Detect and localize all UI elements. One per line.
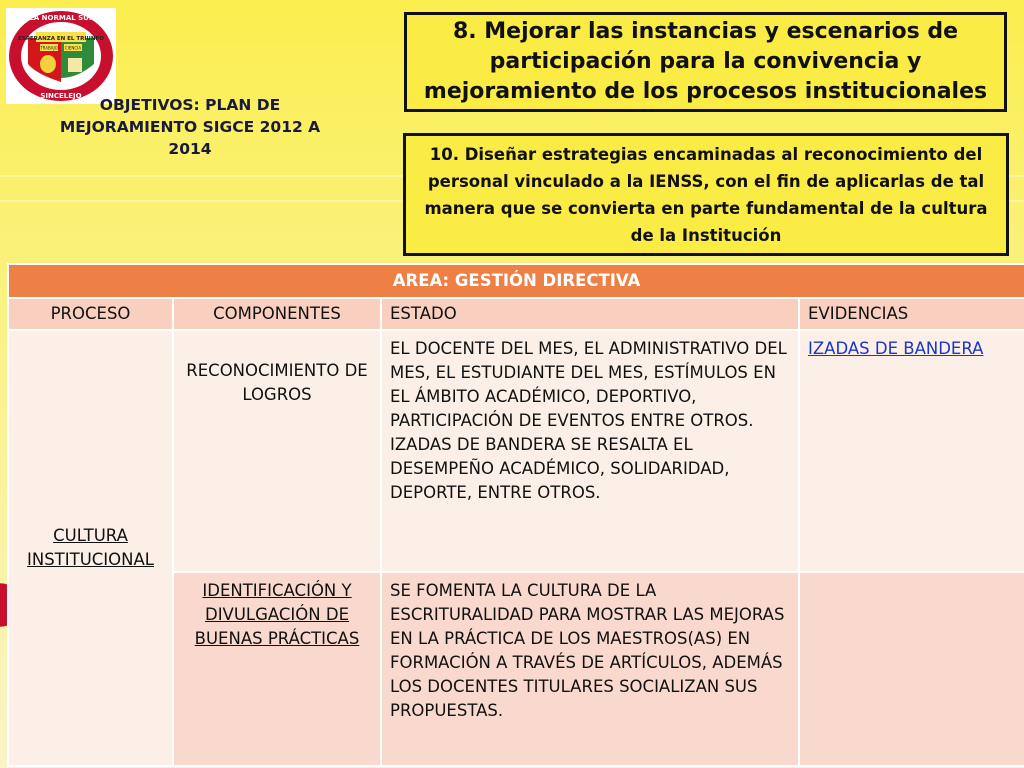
- componente-cell: [173, 572, 381, 766]
- componente-text: RECONOCIMIENTO DE LOGROS: [186, 361, 368, 404]
- objective-8-box: [404, 12, 1007, 112]
- col-header-componentes: COMPONENTES: [173, 298, 381, 330]
- componente-link[interactable]: IDENTIFICACIÓN Y DIVULGACIÓN DE BUENAS PRÁCTICAS: [194, 581, 360, 648]
- logo-left-label: TRABAJO: [40, 45, 58, 51]
- logo-right-label: CIENCIA: [64, 45, 82, 51]
- evidencia-cell: [799, 572, 1024, 766]
- estado-cell: [381, 330, 799, 572]
- logo-ribbon: ESPERANZA EN EL TRIUNFO: [18, 36, 104, 42]
- objective-8-text: 8. Mejorar las instancias y escenarios de participación para la convivencia y mejoramiento de los procesos institucionales: [423, 19, 988, 104]
- institution-logo: [6, 8, 116, 104]
- evidencia-cell: [799, 330, 1024, 572]
- evidencia-link[interactable]: IZADAS DE BANDERA: [808, 339, 984, 358]
- area-header: AREA: GESTIÓN DIRECTIVA: [8, 264, 1024, 298]
- estado-text-2: IZADAS DE BANDERA SE RESALTA EL DESEMPEÑO ACADÉMICO, SOLIDARIDAD, DEPORTE, ENTRE OTROS.: [390, 435, 730, 502]
- col-header-evidencias: EVIDENCIAS: [799, 298, 1024, 330]
- estado-text: EL DOCENTE DEL MES, EL ADMINISTRATIVO DEL MES, EL ESTUDIANTE DEL MES, ESTÍMULOS EN EL ÁMBITO ACADÉMICO, DEPORTIVO, PARTICIPACIÓN DE EVENTOS ENTRE OTROS.: [390, 339, 787, 430]
- objective-10-box: [403, 133, 1009, 256]
- componente-cell: [173, 330, 381, 572]
- col-header-proceso: PROCESO: [8, 298, 173, 330]
- col-header-estado: ESTADO: [381, 298, 799, 330]
- estado-text: SE FOMENTA LA CULTURA DE LA ESCRITURALIDAD PARA MOSTRAR LAS MEJORAS EN LA PRÁCTICA DE LOS MAESTROS(AS) EN FORMACIÓN A TRAVÉS DE ARTÍCULOS, ADEMÁS LOS DOCENTES TITULARES SOCIALIZAN SUS PROPUESTAS.: [390, 581, 785, 720]
- objective-10-text: 10. Diseñar estrategias encaminadas al reconocimiento del personal vinculado a la IENSS, con el fin de aplicarlas de tal manera que se convierta en parte fundamental de la cultura de la Institución: [424, 144, 988, 245]
- objetivos-title: OBJETIVOS: PLAN DE MEJORAMIENTO SIGCE 2012 A 2014: [59, 96, 321, 158]
- estado-cell: [381, 572, 799, 766]
- area-row: [8, 264, 1024, 298]
- column-header-row: [8, 298, 1024, 330]
- proceso-link[interactable]: CULTURA INSTITUCIONAL: [27, 526, 154, 569]
- gestion-directiva-table: [7, 263, 1024, 767]
- table-row: [8, 330, 1024, 572]
- logo-top-text: ESCUELA NORMAL SUPERIOR: [6, 14, 116, 22]
- logo-bottom-text: SINCELEJO: [40, 92, 82, 100]
- proceso-cell: [8, 330, 173, 766]
- shield-logo-icon: [6, 8, 116, 104]
